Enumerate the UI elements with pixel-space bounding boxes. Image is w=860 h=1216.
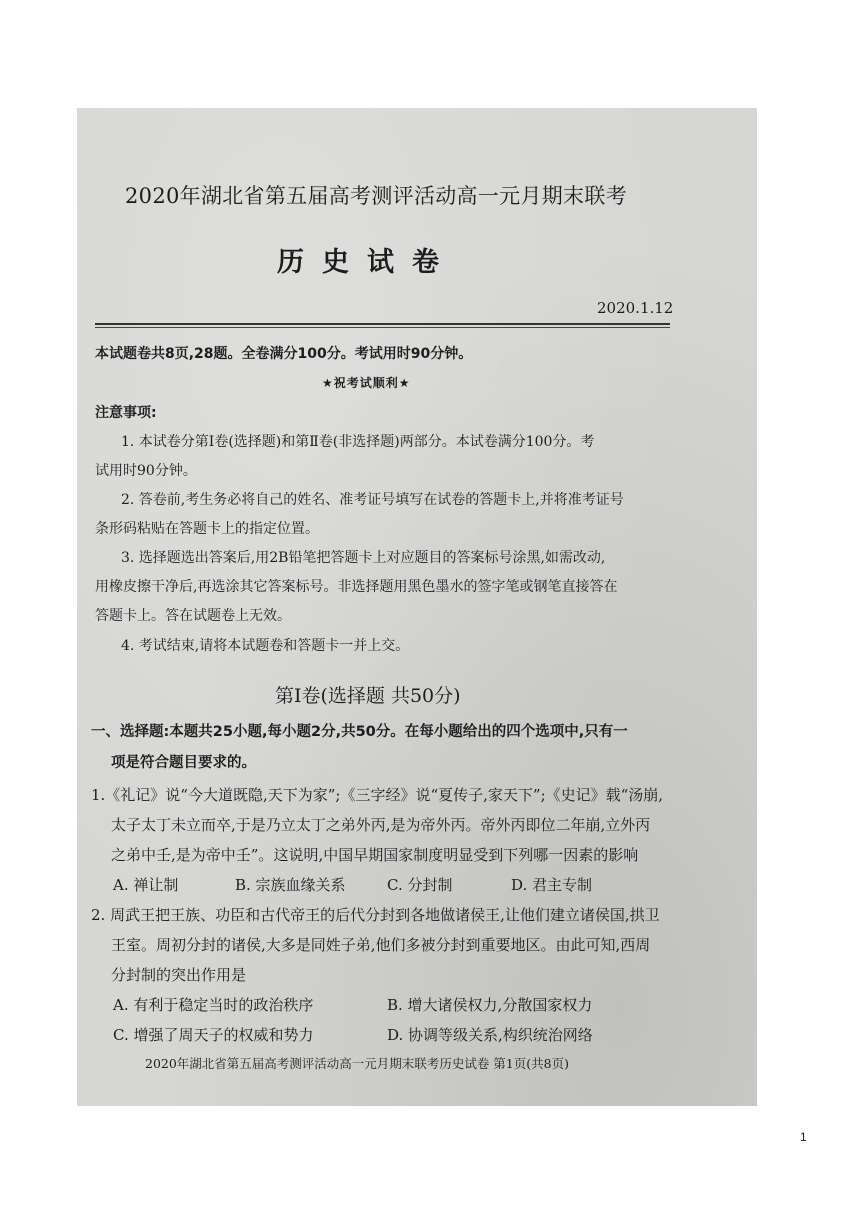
instruction-line: 项是符合题目要求的。 xyxy=(111,755,256,771)
question-stem-line: 分封制的突出作用是 xyxy=(111,966,247,984)
option-c: C. 分封制 xyxy=(387,876,453,894)
question-stem-line: 1.《礼记》说“今大道既隐,天下为家”;《三字经》说“夏传子,家天下”;《史记》载“汤崩, xyxy=(91,786,664,804)
option-d: D. 协调等级关系,构织统治网络 xyxy=(387,1026,593,1044)
option-b: B. 增大诸侯权力,分散国家权力 xyxy=(387,996,593,1014)
section-title: 第Ⅰ卷(选择题 共50分) xyxy=(275,685,461,707)
page-footer: 2020年湖北省第五届高考测评活动高一元月期末联考历史试卷 第1页(共8页) xyxy=(145,1056,569,1071)
exam-title: 2020年湖北省第五届高考测评活动高一元月期末联考 xyxy=(125,184,627,208)
option-b: B. 宗族血缘关系 xyxy=(235,876,346,894)
note-line: 3. 选择题选出答案后,用2B铅笔把答题卡上对应题目的答案标号涂黑,如需改动, xyxy=(121,550,606,566)
header-rule xyxy=(95,323,670,325)
option-a: A. 禅让制 xyxy=(113,876,179,894)
note-line: 用橡皮擦干净后,再选涂其它答案标号。非选择题用黑色墨水的签字笔或钢笔直接答在 xyxy=(95,579,618,595)
header-rule-thin xyxy=(95,327,670,328)
note-line: 2. 答卷前,考生务必将自己的姓名、准考证号填写在试卷的答题卡上,并将准考证号 xyxy=(121,492,624,508)
exam-date: 2020.1.12 xyxy=(597,299,674,317)
notes-heading: 注意事项: xyxy=(95,405,157,421)
note-line: 1. 本试卷分第Ⅰ卷(选择题)和第Ⅱ卷(非选择题)两部分。本试卷满分100分。考 xyxy=(121,434,595,450)
blessing-line: ★祝考试顺利★ xyxy=(322,376,411,390)
question-stem-line: 王室。周初分封的诸侯,大多是同姓子弟,他们多被分封到重要地区。由此可知,西周 xyxy=(111,936,651,954)
note-line: 试用时90分钟。 xyxy=(95,463,197,479)
question-stem-line: 之弟中壬,是为帝中壬”。这说明,中国早期国家制度明显受到下列哪一因素的影响 xyxy=(111,846,639,864)
exam-summary: 本试题卷共8页,28题。全卷满分100分。考试用时90分钟。 xyxy=(95,346,473,362)
question-stem-line: 2. 周武王把王族、功臣和古代帝王的后代分封到各地做诸侯王,让他们建立诸侯国,拱卫 xyxy=(91,906,660,924)
note-line: 条形码粘贴在答题卡上的指定位置。 xyxy=(95,521,319,537)
note-line: 答题卡上。答在试题卷上无效。 xyxy=(95,608,291,624)
subject-title: 历史试卷 xyxy=(277,247,457,278)
note-line: 4. 考试结束,请将本试题卷和答题卡一并上交。 xyxy=(121,638,410,654)
option-c: C. 增强了周天子的权威和势力 xyxy=(113,1026,314,1044)
page-number: 1 xyxy=(800,1130,807,1144)
scanned-exam-page xyxy=(77,108,757,1106)
question-stem-line: 太子太丁未立而卒,于是乃立太丁之弟外丙,是为帝外丙。帝外丙即位二年崩,立外丙 xyxy=(111,816,651,834)
option-a: A. 有利于稳定当时的政治秩序 xyxy=(113,996,314,1014)
option-d: D. 君主专制 xyxy=(511,876,593,894)
instruction-line: 一、选择题:本题共25小题,每小题2分,共50分。在每小题给出的四个选项中,只有一 xyxy=(91,724,628,740)
